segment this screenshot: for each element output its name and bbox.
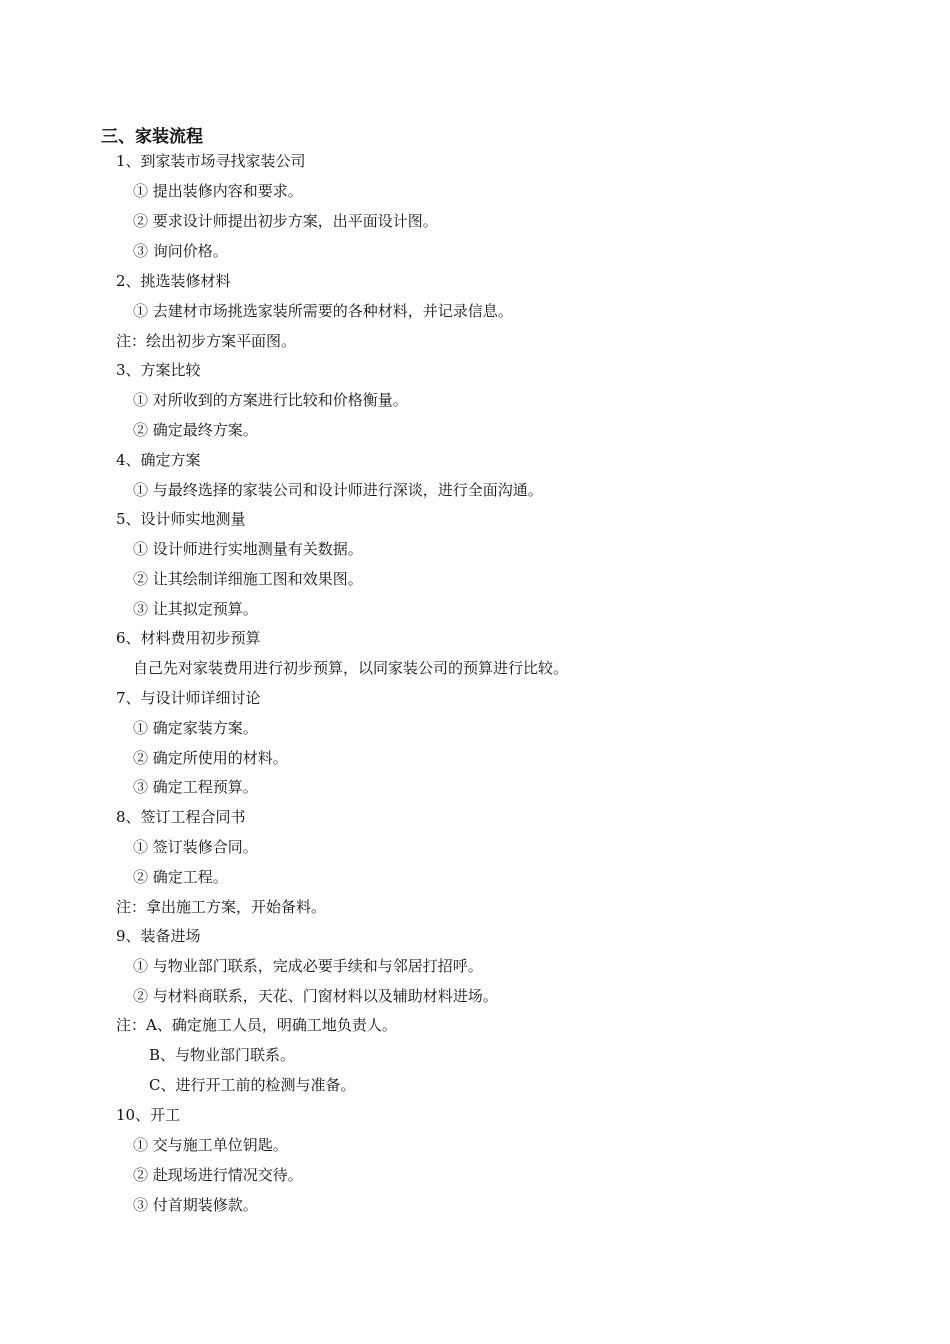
step-item: ① 提出装修内容和要求。 xyxy=(133,182,303,200)
step-item: ① 与最终选择的家装公司和设计师进行深谈，进行全面沟通。 xyxy=(133,481,543,499)
note-line: 注：A、确定施工人员，明确工地负责人。 xyxy=(116,1016,397,1034)
step-title: 3、方案比较 xyxy=(116,361,201,379)
step-item: ② 要求设计师提出初步方案，出平面设计图。 xyxy=(133,212,438,230)
step-item: ② 确定工程。 xyxy=(133,868,228,886)
step-title: 5、设计师实地测量 xyxy=(116,510,246,528)
step-item: ① 设计师进行实地测量有关数据。 xyxy=(133,540,363,558)
step-title: 7、与设计师详细讨论 xyxy=(116,689,261,707)
section-heading: 三、家装流程 xyxy=(101,127,203,147)
step-item: ③ 让其拟定预算。 xyxy=(133,600,258,618)
note-line: 注：拿出施工方案，开始备料。 xyxy=(116,898,327,916)
step-item: ② 与材料商联系，天花、门窗材料以及辅助材料进场。 xyxy=(133,987,498,1005)
step-title: 4、确定方案 xyxy=(116,451,201,469)
step-title: 2、挑选装修材料 xyxy=(116,272,231,290)
note-line: 注：绘出初步方案平面图。 xyxy=(116,332,297,350)
step-item: ③ 确定工程预算。 xyxy=(133,778,258,796)
step-title: 8、签订工程合同书 xyxy=(116,808,246,826)
step-title: 1、到家装市场寻找家装公司 xyxy=(116,152,306,170)
step-item: ① 签订装修合同。 xyxy=(133,838,258,856)
step-item: ① 交与施工单位钥匙。 xyxy=(133,1136,288,1154)
step-title: 9、装备进场 xyxy=(116,927,201,945)
step-item: ② 确定所使用的材料。 xyxy=(133,749,288,767)
step-item: ② 让其绘制详细施工图和效果图。 xyxy=(133,570,363,588)
step-item: ② 确定最终方案。 xyxy=(133,421,258,439)
note-subitem: B、与物业部门联系。 xyxy=(149,1046,296,1064)
step-item: ① 与物业部门联系，完成必要手续和与邻居打招呼。 xyxy=(133,957,483,975)
step-title: 6、材料费用初步预算 xyxy=(116,629,261,647)
step-item: ① 去建材市场挑选家装所需要的各种材料，并记录信息。 xyxy=(133,302,513,320)
step-item: ① 对所收到的方案进行比较和价格衡量。 xyxy=(133,391,408,409)
step-title: 10、开工 xyxy=(116,1106,181,1124)
step-item: ③ 付首期装修款。 xyxy=(133,1196,258,1214)
step-item: ③ 询问价格。 xyxy=(133,242,228,260)
step-item: ② 赴现场进行情况交待。 xyxy=(133,1166,303,1184)
note-subitem: C、进行开工前的检测与准备。 xyxy=(149,1076,356,1094)
step-item: ① 确定家装方案。 xyxy=(133,719,258,737)
step-paragraph: 自己先对家装费用进行初步预算，以同家装公司的预算进行比较。 xyxy=(133,659,569,677)
